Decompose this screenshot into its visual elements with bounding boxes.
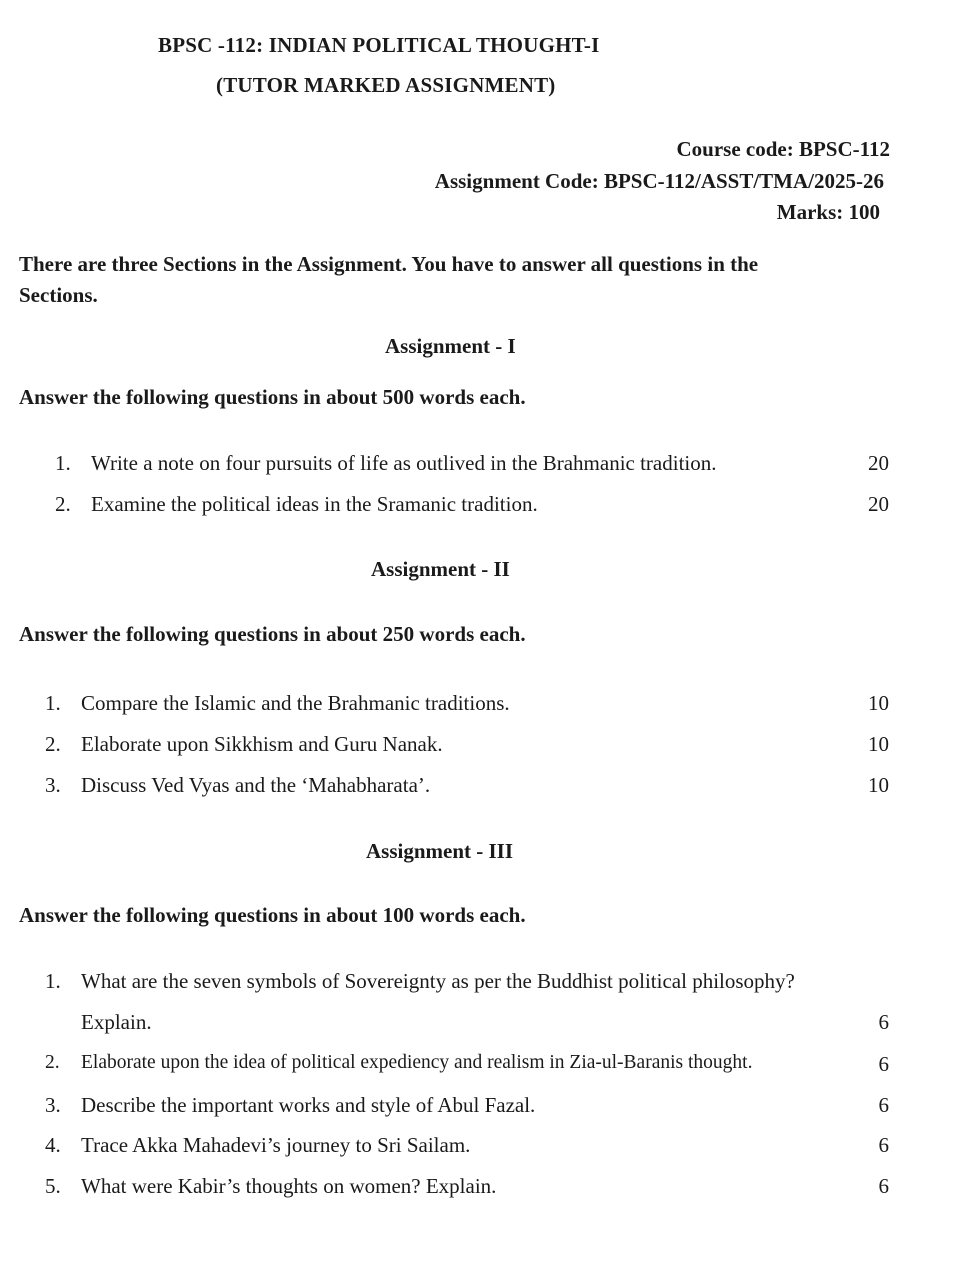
question-marks: 6: [878, 1133, 889, 1157]
question-text-continued: Explain.: [81, 1010, 152, 1034]
question-text: What are the seven symbols of Sovereignty as per the Buddhist political philosophy?: [81, 969, 795, 993]
question-text: Discuss Ved Vyas and the ‘Mahabharata’.: [81, 773, 431, 797]
assignment-code: Assignment Code: BPSC-112/ASST/TMA/2025-26: [434, 169, 884, 193]
section-heading-2: Assignment - II: [371, 557, 510, 581]
question-number: 2.: [45, 732, 61, 756]
question-text: What were Kabir’s thoughts on women? Explain.: [81, 1174, 497, 1198]
course-code: Course code: BPSC-112: [676, 137, 890, 161]
section-instruction-3: Answer the following questions in about 100 words each.: [19, 903, 526, 927]
question-number: 2.: [55, 492, 71, 516]
total-marks: Marks: 100: [776, 200, 880, 224]
question-number: 2.: [45, 1052, 60, 1073]
question-marks: 6: [878, 1052, 889, 1076]
question-item: [45, 691, 510, 716]
question-text: Write a note on four pursuits of life as outlived in the Brahmanic tradition.: [91, 451, 717, 475]
question-text: Elaborate upon Sikkhism and Guru Nanak.: [81, 732, 443, 756]
question-text: Trace Akka Mahadevi’s journey to Sri Sailam.: [81, 1133, 471, 1157]
section-instruction-2: Answer the following questions in about 250 words each.: [19, 622, 526, 646]
question-item: [55, 492, 538, 517]
question-number: 1.: [45, 691, 61, 715]
question-marks: 10: [868, 773, 889, 797]
section-instruction-1: Answer the following questions in about 500 words each.: [19, 385, 526, 409]
section-heading-3: Assignment - III: [366, 839, 514, 863]
question-marks: 6: [878, 1093, 889, 1117]
question-marks: 20: [868, 492, 889, 516]
question-item: [45, 969, 795, 994]
question-text: Examine the political ideas in the Sramanic tradition.: [91, 492, 538, 516]
question-item: [45, 1052, 752, 1074]
question-text: Elaborate upon the idea of political expediency and realism in Zia-ul-Baranis thought.: [81, 1052, 753, 1073]
question-number: 5.: [45, 1174, 61, 1198]
question-item: [45, 732, 443, 757]
document-title: BPSC -112: INDIAN POLITICAL THOUGHT-I: [158, 33, 600, 57]
question-marks: 6: [878, 1174, 889, 1198]
intro-line-2: Sections.: [19, 283, 98, 307]
section-heading-1: Assignment - I: [385, 334, 516, 358]
question-marks: 6: [878, 1010, 889, 1034]
question-number: 1.: [45, 969, 61, 993]
intro-line-1: There are three Sections in the Assignment. You have to answer all questions in the: [19, 252, 759, 276]
document-subtitle: (TUTOR MARKED ASSIGNMENT): [216, 73, 556, 97]
question-marks: 10: [868, 732, 889, 756]
question-number: 1.: [55, 451, 71, 475]
question-number: 3.: [45, 1093, 61, 1117]
question-marks: 10: [868, 691, 889, 715]
question-number: 3.: [45, 773, 61, 797]
question-text: Compare the Islamic and the Brahmanic traditions.: [81, 691, 510, 715]
question-marks: 20: [868, 451, 889, 475]
question-item: [55, 451, 717, 476]
question-item: [45, 1174, 496, 1199]
question-number: 4.: [45, 1133, 61, 1157]
question-item: [45, 1093, 535, 1118]
question-item: [45, 773, 430, 798]
question-text: Describe the important works and style of Abul Fazal.: [81, 1093, 536, 1117]
question-item: [45, 1133, 470, 1158]
